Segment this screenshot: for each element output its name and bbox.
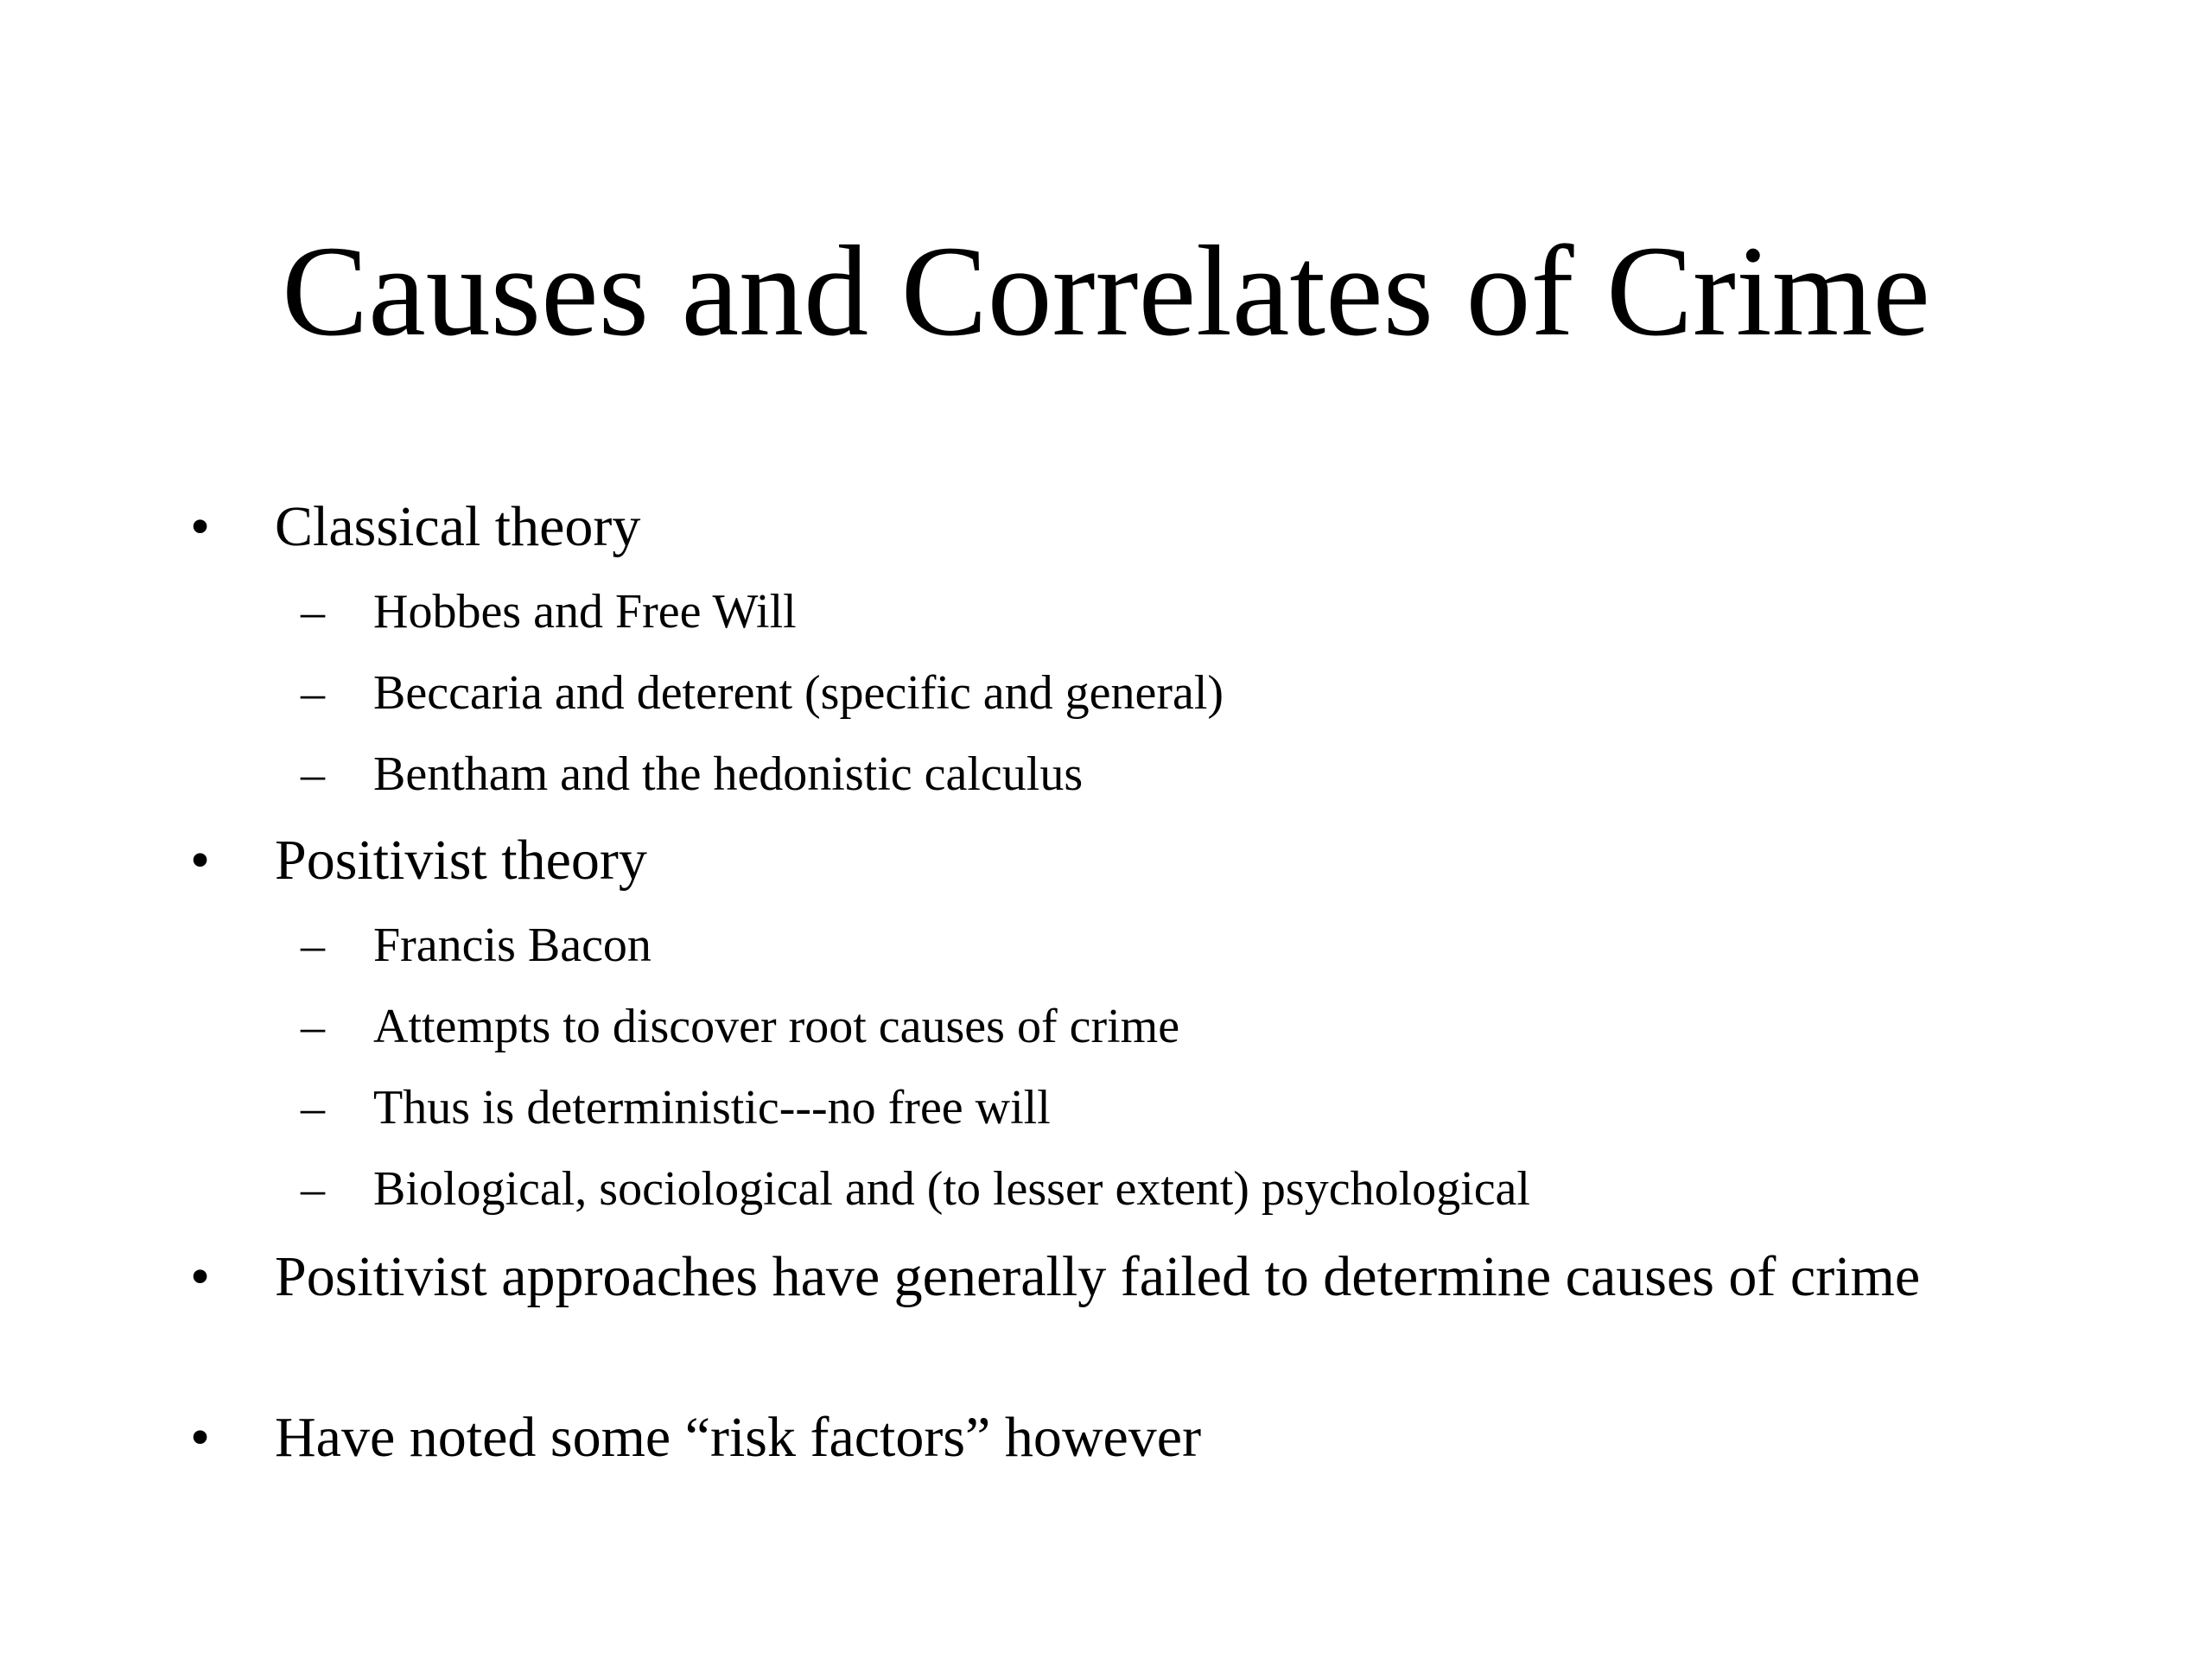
bullet-text: Classical theory — [275, 495, 641, 558]
bullet-text: Positivist theory — [275, 829, 647, 892]
sub-bullet-text: Attempts to discover root causes of crime — [373, 1000, 1180, 1053]
sub-bullet-marker: – — [301, 1162, 325, 1216]
sub-bullet-marker: – — [301, 747, 325, 801]
sub-bullet-marker: – — [301, 666, 325, 720]
bullet-marker: • — [190, 1406, 211, 1469]
bullet-marker: • — [190, 495, 211, 558]
sub-bullet-marker: – — [301, 918, 325, 972]
sub-bullet-text: Francis Bacon — [373, 918, 652, 972]
bullet-text: Have noted some “risk factors” however — [275, 1406, 1202, 1469]
bullet-marker: • — [190, 829, 211, 892]
sub-bullet-marker: – — [301, 585, 325, 639]
bullet-marker: • — [190, 1245, 211, 1308]
sub-bullet-text: Biological, sociological and (to lesser extent) psychological — [373, 1162, 1530, 1216]
sub-bullet-marker: – — [301, 1081, 325, 1135]
slide-title: Causes and Correlates of Crime — [282, 219, 1930, 363]
sub-bullet-text: Bentham and the hedonistic calculus — [373, 747, 1084, 801]
sub-bullet-text: Hobbes and Free Will — [373, 585, 797, 639]
bullet-text: Positivist approaches have generally failed to determine causes of crime — [275, 1245, 1921, 1308]
sub-bullet-text: Beccaria and deterent (specific and general) — [373, 666, 1224, 720]
sub-bullet-text: Thus is deterministic---no free will — [373, 1081, 1051, 1135]
sub-bullet-marker: – — [301, 1000, 325, 1053]
